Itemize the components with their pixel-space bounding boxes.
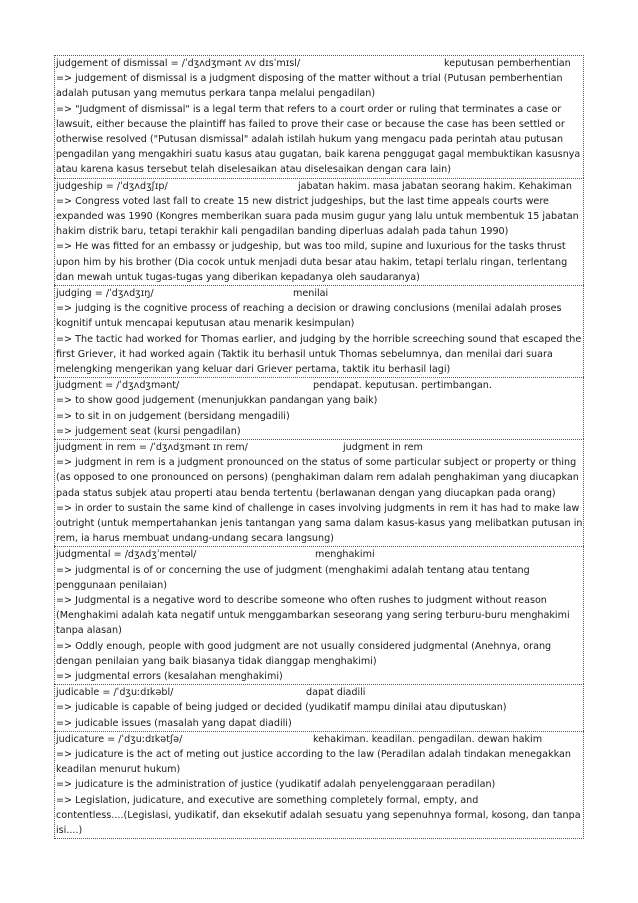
entry-judgeship [54,178,584,285]
entry-line: pengadilan yang mengakhiri suatu kasus atau gugatan, baik karena penggugat gagal membuktikan kasusnya [56,149,581,161]
entry-line: => Legislation, judicature, and executive are something completely formal, empty, and [56,794,479,806]
entry-line: => judicature is the administration of justice (yudikatif adalah penyelenggaraan peradilan) [56,779,496,791]
entry-meaning: pendapat. keputusan. pertimbangan. [313,380,492,392]
entry-line: => Oddly enough, people with good judgment are not usually considered judgmental (Anehnya, orang [56,640,552,652]
entry-judgment-in-rem [54,439,584,546]
entry-line: first Griever, it had worked again (Taktik itu berhasil untuk Thomas sebelumnya, dan menilai dari suara [56,348,553,360]
entry-line: pada status subjek atau properti atau benda tertentu (berlawanan dengan yang diucapkan pada orang) [56,487,556,499]
entry-head [55,179,583,194]
entry-head [55,547,583,562]
entry-head [55,685,583,700]
entry-head [55,56,583,71]
entry-line: => He was fitted for an embassy or judgeship, but was too mild, supine and luxurious for the tasks thrust [56,241,566,253]
entry-judicature [54,731,584,839]
entry-line: => Judgmental is a negative word to describe someone who often rushes to judgment without reason [56,595,547,607]
entry-line: (as opposed to one pronounced on persons) (penghakiman dalam rem adalah penghakiman yang diucapkan [56,472,579,484]
entry-term: judicable = /ˈdʒuːdɪkəbl/ [56,687,174,699]
entry-meaning: jabatan hakim. masa jabatan seorang hakim. Kehakiman [298,180,572,192]
entry-head [55,732,583,747]
entry-meaning: kehakiman. keadilan. pengadilan. dewan hakim [313,733,543,745]
entry-line: => "Judgment of dismissal" is a legal term that refers to a court order or ruling that terminates a case or [56,103,562,115]
entry-judgmental [54,546,584,684]
entry-line: => in order to sustain the same kind of challenge in cases involving judgments in rem it has had to make law [56,502,580,514]
entry-line: keadilan menurut hukum) [56,764,181,776]
entry-line: outright (untuk mempertahankan jenis tantangan yang sama dalam kasus-kasus yang melibatkan putusan in [56,518,583,530]
entry-line: => to show good judgement (menunjukkan pandangan yang baik) [56,395,378,407]
entry-term: judicature = /ˈdʒuːdɪkətʃə/ [56,733,183,745]
entry-head [55,286,583,301]
entry-line: atau karena kasus tersebut telah diselesaikan atau diselesaikan dengan cara lain) [56,164,451,176]
entry-term: judgement of dismissal = /ˈdʒʌdʒmənt ʌv dɪsˈmɪsl/ [56,58,301,69]
entry-judgment [54,377,584,439]
entry-term: judgment = /ˈdʒʌdʒmənt/ [56,380,180,392]
entry-judgement-of-dismissal [54,55,584,178]
entry-head [55,440,583,455]
entry-line: => judgmental errors (kesalahan menghakimi) [56,671,283,683]
entry-line: => judging is the cognitive process of reaching a decision or drawing conclusions (menilai adalah proses [56,303,562,315]
entry-term: judging = /ˈdʒʌdʒɪŋ/ [56,288,154,300]
entry-term: judgment in rem = /ˈdʒʌdʒmənt ɪn rem/ [56,442,248,454]
entry-line: => Congress voted last fall to create 15 new district judgeships, but the last time appeals courts were [56,195,549,207]
entry-line: contentless....(Legislasi, yudikatif, dan eksekutif adalah sesuatu yang sepenuhnya formal, kosong, dan tanpa [56,809,581,821]
entry-line: => judicable issues (masalah yang dapat diadili) [56,717,292,729]
entry-meaning: dapat diadili [306,687,366,699]
entry-line: expanded was 1990 (Kongres memberikan suara pada musim gugur yang lalu untuk membentuk 15 jabatan [56,211,579,222]
entry-line: upon him by his brother (Dia cocok untuk menjadi duta besar atau hakim, tetapi terlalu ringan, terlentang [56,256,568,268]
entry-line: => judgment in rem is a judgment pronounced on the status of some particular subject or property or thing [56,457,577,469]
entry-line: isi....) [56,825,83,837]
entry-line: hakim distrik baru, tetapi terakhir kali pengadilan banding diperluas adalah pada tahun 1990) [56,226,509,238]
entry-line: => to sit in on judgement (bersidang mengadili) [56,410,290,422]
entry-meaning: menghakimi [315,549,375,561]
entry-line: kognitif untuk mencapai keputusan atau menarik kesimpulan) [56,318,355,330]
entry-line: melengking mengerikan yang keluar dari Griever pertama, taktik itu berhasil lagi) [56,364,451,376]
entry-meaning: menilai [293,288,329,300]
entry-term: judgmental = /dʒʌdʒˈmentəl/ [56,549,197,561]
entry-line: dengan penilaian yang baik biasanya tidak dianggap menghakimi) [56,655,377,667]
entry-meaning: judgment in rem [343,442,423,454]
entry-line: adalah putusan yang memutus perkara tanpa melalui pengadilan) [56,88,376,100]
entry-line: => judicature is the act of meting out justice according to the law (Peradilan adalah tindakan menegakkan [56,749,571,761]
entry-line: tanpa alasan) [56,625,122,637]
entry-line: dan mewah untuk tugas-tugas yang diberikan kepadanya oleh saudaranya) [56,271,420,283]
entry-line: (Menghakimi adalah kata negatif untuk menggambarkan seseorang yang sering terburu-buru menghakimi [56,610,570,622]
entry-meaning: keputusan pemberhentian [444,58,571,69]
entry-line: lawsuit, either because the plaintiff has failed to prove their case or because the case has been settled or [56,118,565,130]
entry-line: => judgement of dismissal is a judgment disposing of the matter without a trial (Putusan pemberhentian [56,73,563,85]
entry-line: => judicable is capable of being judged or decided (yudikatif mampu dinilai atau diputuskan) [56,702,507,714]
entry-line: => judgement seat (kursi pengadilan) [56,425,241,437]
entry-judicable [54,684,584,731]
entry-line: => The tactic had worked for Thomas earlier, and judging by the horrible screeching sound that escaped the [56,333,582,345]
entry-head [55,378,583,393]
entry-line: => judgmental is of or concerning the use of judgment (menghakimi adalah tentang atau tentang [56,564,530,576]
entry-line: penggunaan penilaian) [56,579,167,591]
entry-term: judgeship = /ˈdʒʌdʒʃɪp/ [56,180,168,192]
entry-judging [54,285,584,377]
entry-line: otherwise resolved ("Putusan dismissal" adalah istilah hukum yang mengacu pada perintah atau putusan [56,134,564,145]
glossary-page [54,55,584,839]
entry-line: rem, ia harus membuat undang-undang secara langsung) [56,533,334,545]
